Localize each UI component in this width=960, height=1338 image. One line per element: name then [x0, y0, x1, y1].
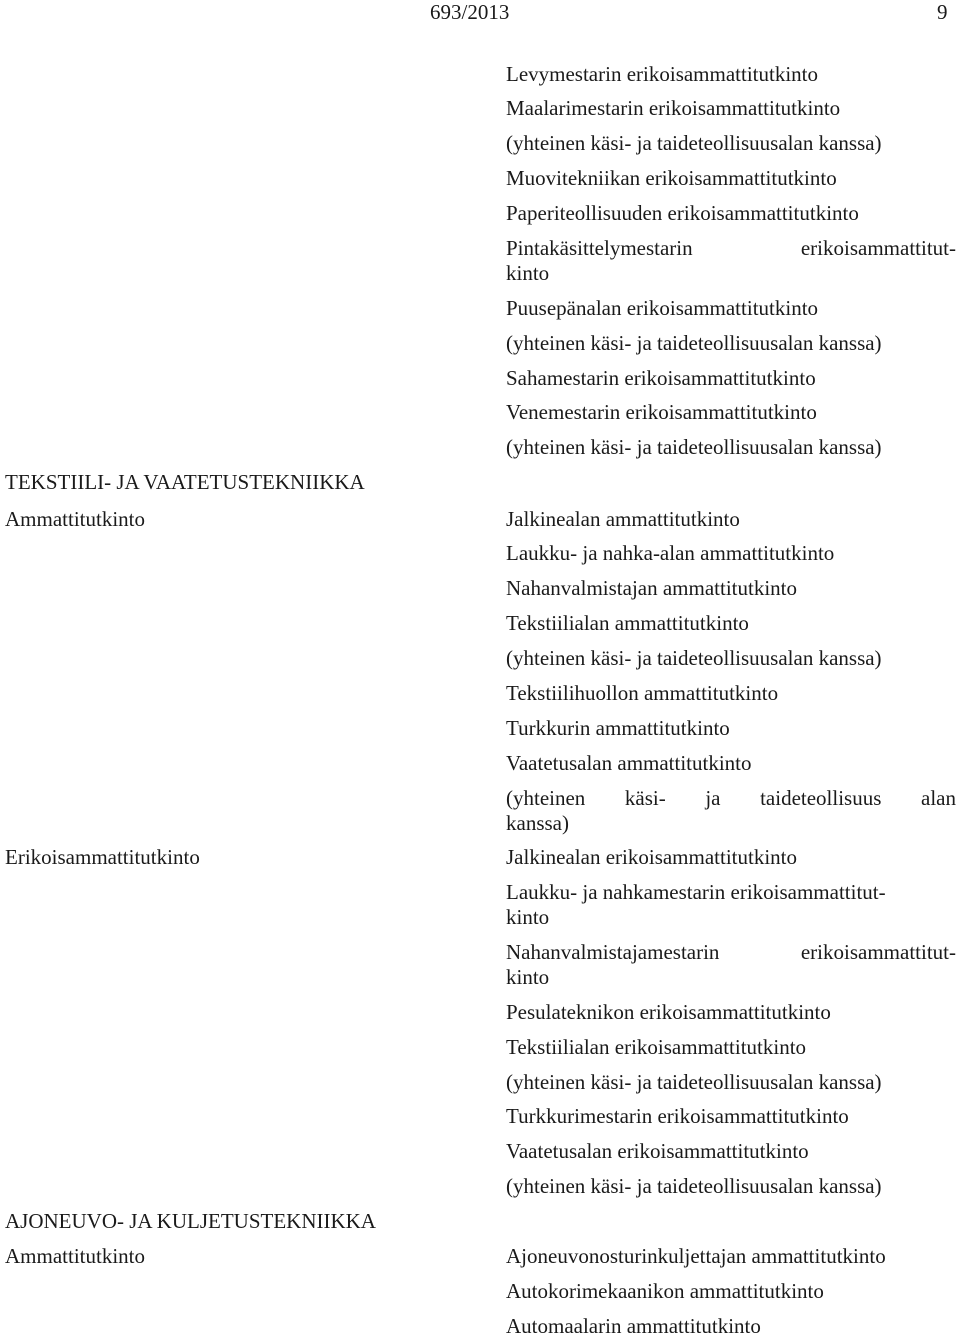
list-item: Pesulateknikon erikoisammattitutkinto [506, 1000, 831, 1024]
list-item: Jalkinealan erikoisammattitutkinto [506, 845, 798, 869]
document-number: 693/2013 [430, 0, 510, 24]
list-item: Laukku- ja nahka-alan ammattitutkinto [506, 541, 835, 565]
page-number: 9 [937, 0, 948, 24]
section-heading-tekstiili: TEKSTIILI- JA VAATETUSTEKNIIKKA [5, 470, 365, 494]
list-item: (yhteinen käsi- ja taideteollisuusalan kanssa) [506, 131, 882, 155]
list-item: (yhteinen käsi- ja taideteollisuusalan kanssa) [506, 331, 882, 355]
list-item [506, 236, 956, 260]
section-heading-ajoneuvo: AJONEUVO- JA KULJETUSTEKNIIKKA [5, 1209, 376, 1233]
list-item [506, 786, 956, 810]
list-item: Turkkurin ammattitutkinto [506, 716, 730, 740]
list-item: Ajoneuvonosturinkuljettajan ammattitutkinto [506, 1244, 886, 1268]
list-item: Jalkinealan ammattitutkinto [506, 507, 740, 531]
list-item: Tekstiilihuollon ammattitutkinto [506, 681, 779, 705]
list-item [506, 940, 956, 964]
list-item: Vaatetusalan ammattitutkinto [506, 751, 752, 775]
subheading-erikoisammattitutkinto: Erikoisammattitutkinto [5, 845, 200, 869]
list-item: (yhteinen käsi- ja taideteollisuusalan kanssa) [506, 1174, 882, 1198]
list-item-word: käsi- [624, 786, 666, 810]
list-item-word: erikoisammattitut- [800, 940, 956, 964]
list-item: Tekstiilialan erikoisammattitutkinto [506, 1035, 807, 1059]
list-item-word: Nahanvalmistajamestarin [506, 940, 720, 964]
list-item: (yhteinen käsi- ja taideteollisuusalan kanssa) [506, 435, 882, 459]
list-item: (yhteinen käsi- ja taideteollisuusalan kanssa) [506, 1070, 882, 1094]
list-item: Levymestarin erikoisammattitutkinto [506, 62, 819, 86]
list-item-word: Pintakäsittelymestarin [506, 236, 693, 260]
list-item: Paperiteollisuuden erikoisammattitutkinto [506, 201, 859, 225]
subheading-ammattitutkinto: Ammattitutkinto [5, 507, 145, 531]
list-item: (yhteinen käsi- ja taideteollisuusalan kanssa) [506, 646, 882, 670]
list-item: Tekstiilialan ammattitutkinto [506, 611, 749, 635]
list-item-word: (yhteinen [506, 786, 586, 810]
list-item-continuation: kinto [506, 905, 550, 929]
list-item-word: erikoisammattitut- [800, 236, 956, 260]
list-item-continuation: kanssa) [506, 811, 569, 835]
list-item: Vaatetusalan erikoisammattitutkinto [506, 1139, 809, 1163]
list-item-continuation: kinto [506, 261, 550, 285]
list-item: Turkkurimestarin erikoisammattitutkinto [506, 1104, 849, 1128]
list-item: Automaalarin ammattitutkinto [506, 1314, 761, 1338]
list-item-word: alan [921, 786, 956, 810]
list-item: Nahanvalmistajan ammattitutkinto [506, 576, 798, 600]
list-item: Muovitekniikan erikoisammattitutkinto [506, 166, 837, 190]
list-item-continuation: kinto [506, 965, 550, 989]
list-item: Autokorimekaanikon ammattitutkinto [506, 1279, 824, 1303]
list-item: Puusepänalan erikoisammattitutkinto [506, 296, 819, 320]
list-item-word: taideteollisuus [760, 786, 882, 810]
subheading-ammattitutkinto: Ammattitutkinto [5, 1244, 145, 1268]
list-item: Maalarimestarin erikoisammattitutkinto [506, 96, 841, 120]
list-item-word: ja [705, 786, 721, 810]
list-item: Laukku- ja nahkamestarin erikoisammattitut- [506, 880, 886, 904]
list-item: Venemestarin erikoisammattitutkinto [506, 400, 817, 424]
list-item: Sahamestarin erikoisammattitutkinto [506, 366, 816, 390]
